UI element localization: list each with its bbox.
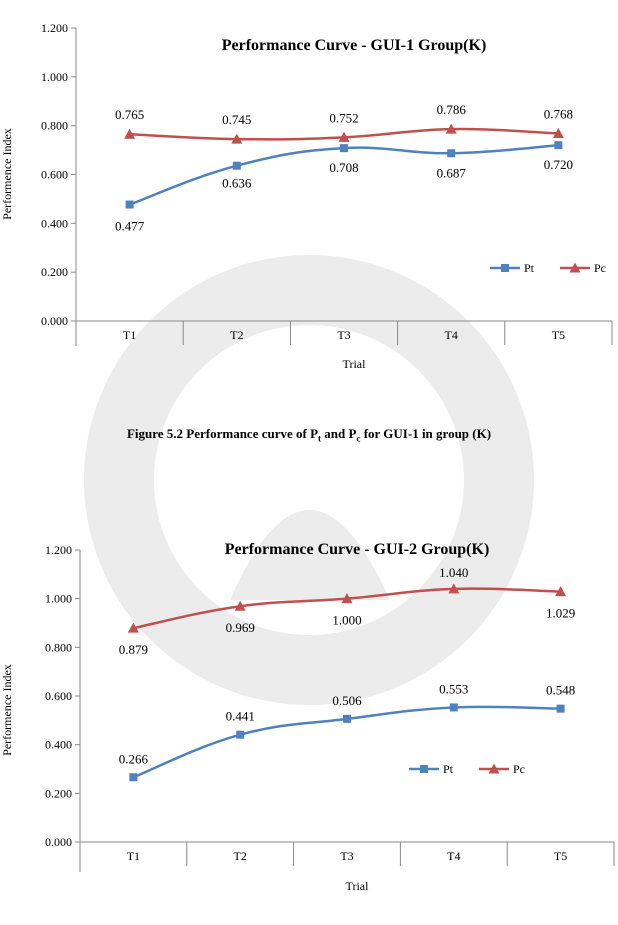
data-point-pt [447,149,455,157]
legend-label-pc: Pc [594,261,606,275]
x-axis-label: Trial [342,357,366,371]
data-point-pt [340,144,348,152]
data-label-pc: 1.029 [545,605,576,621]
data-label-pc: 0.752 [329,110,359,126]
caption-sub-t: t [318,433,322,444]
y-axis-label: Performence Index [0,128,14,220]
legend-label-pt: Pt [443,762,454,776]
legend [409,762,525,776]
x-tick-label: T5 [551,328,566,342]
data-point-pt [129,773,137,781]
x-tick-label: T1 [122,328,137,342]
y-tick-label: 0.400 [41,216,68,231]
chart-gui2 [0,536,618,916]
x-tick-label: T3 [340,849,354,863]
data-point-pt [126,201,134,209]
series-pc [115,102,573,144]
x-tick-label: T2 [230,328,244,342]
legend-label-pc: Pc [513,762,525,776]
y-tick-label: 0.200 [41,265,68,280]
data-label-pt: 0.687 [436,165,466,181]
y-tick-label: 1.000 [45,591,72,606]
data-label-pt: 0.636 [222,175,252,191]
data-label-pc: 0.969 [225,620,255,636]
data-label-pt: 0.441 [225,708,255,724]
legend [490,261,606,275]
y-tick-label: 0.600 [41,167,68,182]
y-tick-label: 0.600 [45,689,72,703]
y-tick-label: 0.400 [45,737,72,752]
y-tick-label: 1.200 [41,21,68,35]
series-pt [119,681,575,781]
data-point-pt [450,703,458,711]
data-point-pt [343,715,351,723]
x-tick-label: T2 [233,849,247,863]
data-label-pc: 0.768 [543,106,574,122]
caption-middle: and P [321,426,357,441]
caption-suffix: for GUI-1 in group (K) [360,426,492,441]
data-label-pc: 0.879 [118,642,149,658]
caption-prefix: Figure 5.2 Performance curve of P [126,426,319,441]
y-tick-label: 1.000 [41,69,68,84]
y-tick-label: 0.800 [45,640,72,655]
data-label-pc: 1.000 [332,612,362,628]
chart-title: Performance Curve - GUI-1 Group(K) [221,37,487,54]
data-label-pc: 1.040 [439,564,469,580]
chart-gui1 [0,0,618,380]
caption-sub-c: c [356,433,361,444]
series-pc [119,565,575,657]
x-tick-label: T4 [444,328,458,342]
data-label-pc: 0.745 [222,112,252,128]
data-label-pc: 0.786 [436,102,466,118]
data-label-pc: 0.765 [114,107,145,123]
y-tick-label: 1.200 [45,543,72,557]
data-label-pt: 0.266 [118,751,149,767]
data-point-pt [233,162,241,170]
data-label-pt: 0.548 [545,682,576,698]
series-pt [115,141,573,233]
legend-marker-pt [501,264,509,272]
x-tick-label: T3 [337,328,351,342]
y-axis-label: Performence Index [0,664,14,756]
data-label-pt: 0.553 [439,681,469,697]
data-label-pt: 0.708 [329,160,359,176]
data-label-pt: 0.720 [543,157,574,173]
data-point-pt [557,705,565,713]
x-tick-label: T1 [126,849,141,863]
data-label-pt: 0.477 [114,218,145,234]
data-point-pt [554,141,562,149]
y-tick-label: 0.800 [41,118,68,133]
data-label-pt: 0.506 [332,692,362,708]
x-tick-label: T5 [553,849,568,863]
legend-label-pt: Pt [524,261,535,275]
data-point-pt [236,731,244,739]
y-tick-label: 0.200 [45,786,72,801]
x-axis-label: Trial [345,879,369,893]
figure-caption [0,426,618,444]
x-tick-label: T4 [447,849,461,863]
chart-title: Performance Curve - GUI-2 Group(K) [224,541,490,558]
y-tick-label: 0.000 [41,314,68,328]
legend-marker-pt [420,765,428,773]
y-tick-label: 0.000 [45,835,72,849]
